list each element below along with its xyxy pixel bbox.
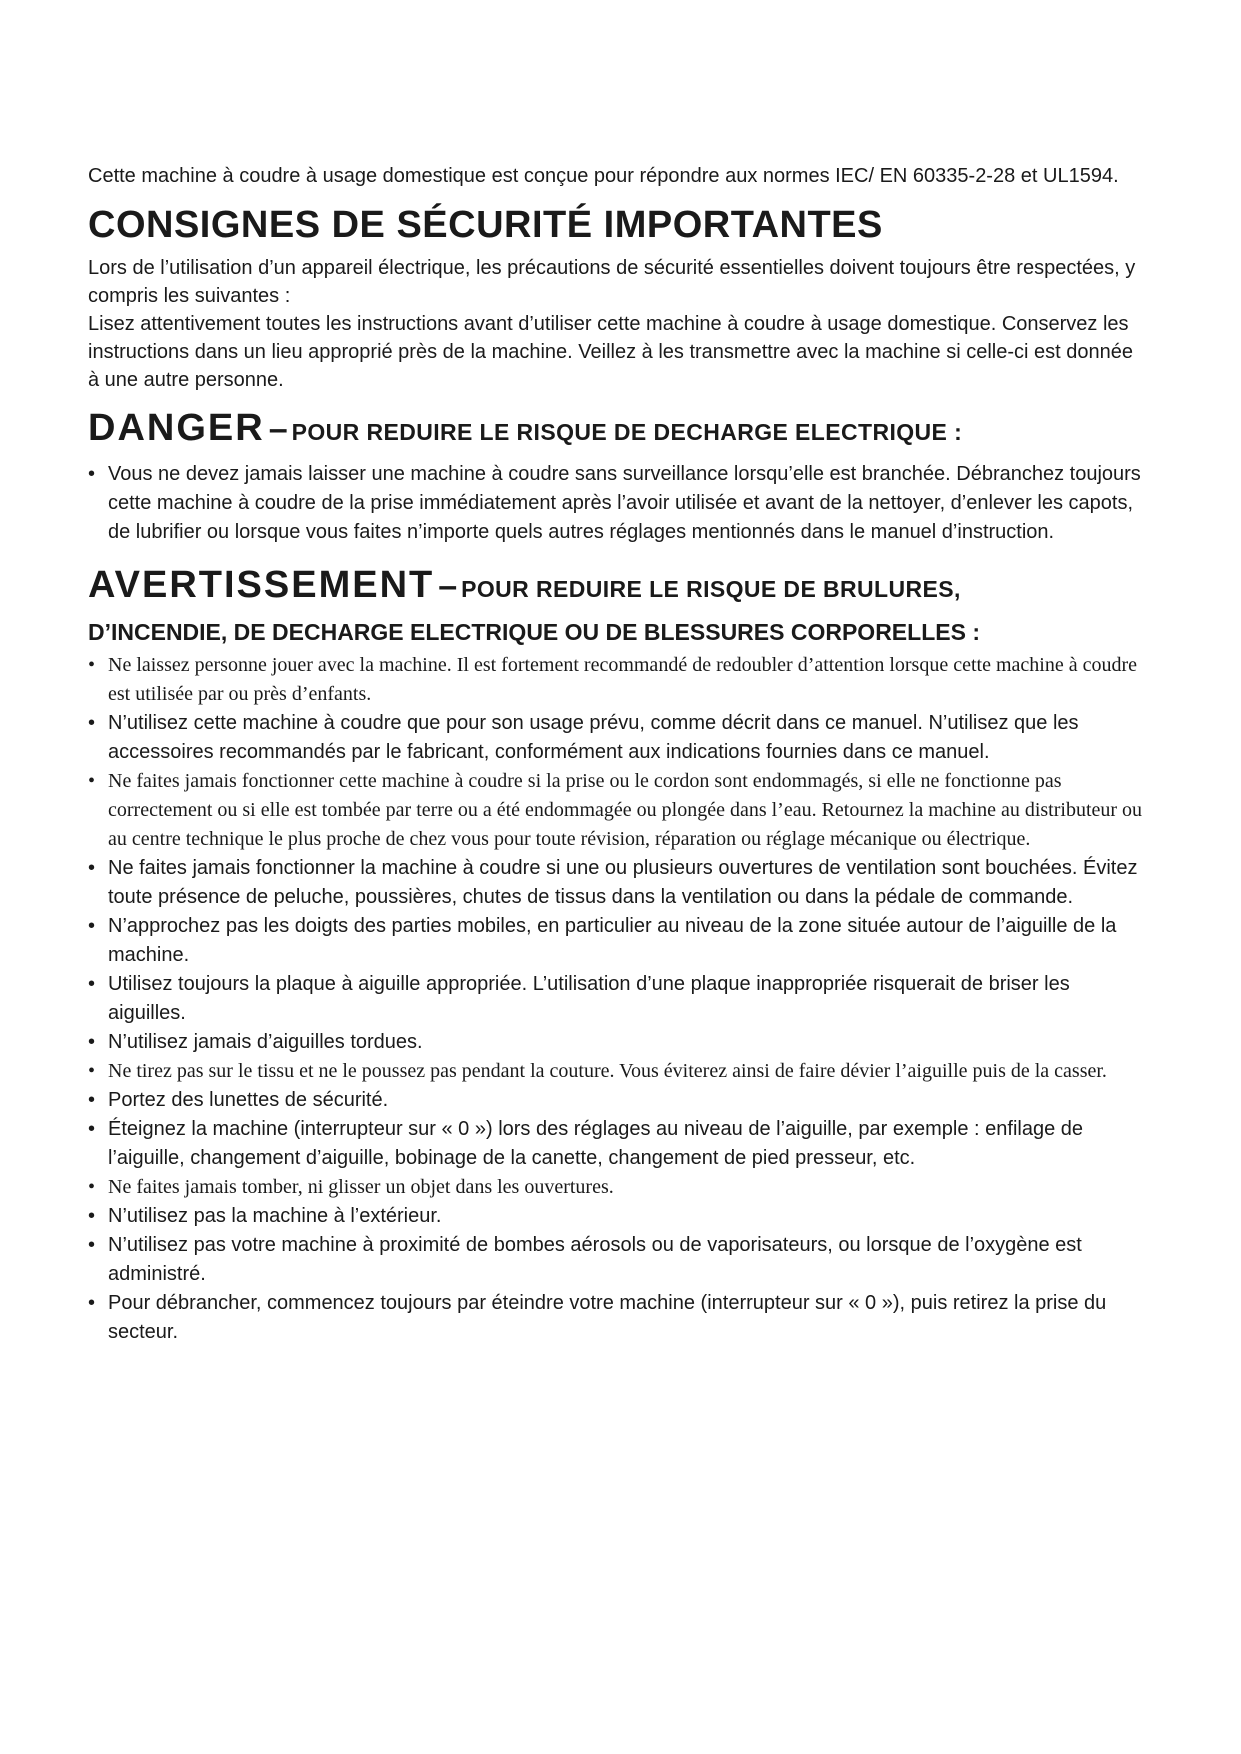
list-item: • Pour débrancher, commencez toujours par éteindre votre machine (interrupteur sur « 0 »), puis retirez la prise du secteur. — [88, 1292, 1107, 1343]
danger-word: DANGER — [88, 407, 265, 449]
warning-subtitle-line1: POUR REDUIRE LE RISQUE DE BRULURES, — [461, 576, 961, 602]
warning-dash: – — [438, 567, 458, 605]
list-item: • N’utilisez jamais d’aiguilles tordues. — [88, 1031, 423, 1053]
list-item: • Éteignez la machine (interrupteur sur « 0 ») lors des réglages au niveau de l’aiguille, par exemple : enfilage de l’aiguille, changement d’aiguille, bobinage de la canette, changement de pied presseur, etc. — [88, 1118, 1084, 1169]
list-item: • Vous ne devez jamais laisser une machine à coudre sans surveillance lorsqu’elle est branchée. Débranchez toujours cette machine à coudre de la prise immédiatement après l’avoir utilisée et avant de la nettoyer, d’enlever les capots, de lubrifier ou lorsque vous faites n’importe quels autres réglages mentionnés dans le manuel d’instruction. — [88, 460, 1148, 547]
warning-word: AVERTISSEMENT — [88, 564, 435, 606]
list-item: • Ne tirez pas sur le tissu et ne le poussez pas pendant la couture. Vous éviterez ainsi de faire dévier l’aiguille puis de la casser. — [88, 1060, 1107, 1082]
warning-list — [88, 651, 1148, 1347]
list-item: • Portez des lunettes de sécurité. — [88, 1089, 389, 1111]
danger-list — [88, 460, 1148, 547]
warning-heading — [88, 565, 1148, 613]
intro-paragraph-1: Lors de l’utilisation d’un appareil électrique, les précautions de sécurité essentielles doivent toujours être respectées, y compris les suivantes : — [88, 257, 1136, 307]
list-item: • Ne faites jamais fonctionner la machine à coudre si une ou plusieurs ouvertures de ventilation sont bouchées. Évitez toute présence de peluche, poussières, chutes de tissus dans la ventilation ou dans la pédale de commande. — [88, 857, 1138, 908]
bullet-mark: • — [88, 463, 96, 485]
list-item: • Ne laissez personne jouer avec la machine. Il est fortement recommandé de redoubler d’attention lorsque cette machine à coudre est utilisée par ou près d’enfants. — [88, 654, 1137, 705]
list-item: • N’utilisez pas votre machine à proximité de bombes aérosols ou de vaporisateurs, ou lorsque de l’oxygène est administré. — [88, 1234, 1082, 1285]
document-page — [88, 162, 1148, 1347]
list-item: • Ne faites jamais fonctionner cette machine à coudre si la prise ou le cordon sont endommagés, si elle ne fonctionne pas correctement ou si elle est tombée par terre ou a été endommagée ou plongée dans l’eau. Retournez la machine au distributeur ou au centre technique le plus proche de chez vous pour toute révision, réparation ou réglage mécanique ou électrique. — [88, 770, 1143, 850]
list-item: • Utilisez toujours la plaque à aiguille appropriée. L’utilisation d’une plaque inappropriée risquerait de briser les aiguilles. — [88, 973, 1070, 1024]
list-item: • Ne faites jamais tomber, ni glisser un objet dans les ouvertures. — [88, 1176, 614, 1198]
warning-subtitle-line2: D’INCENDIE, DE DECHARGE ELECTRIQUE OU DE BLESSURES CORPORELLES : — [88, 619, 980, 645]
intro-paragraph-2: Lisez attentivement toutes les instructions avant d’utiliser cette machine à coudre à usage domestique. Conservez les instructions dans un lieu approprié près de la machine. Veillez à les transmettre avec la machine si celle-ci est donnée à une autre personne. — [88, 313, 1133, 391]
list-item: • N’approchez pas les doigts des parties mobiles, en particulier au niveau de la zone située autour de l’aiguille de la machine. — [88, 915, 1117, 966]
list-item: • N’utilisez pas la machine à l’extérieur. — [88, 1205, 442, 1227]
list-item: • N’utilisez cette machine à coudre que pour son usage prévu, comme décrit dans ce manuel. N’utilisez que les accessoires recommandés par le fabricant, conformément aux indications fournies dans ce manuel. — [88, 712, 1079, 763]
page-title: CONSIGNES DE SÉCURITÉ IMPORTANTES — [88, 204, 883, 246]
danger-subtitle: POUR REDUIRE LE RISQUE DE DECHARGE ELECTRIQUE : — [291, 419, 963, 445]
danger-dash: – — [268, 410, 288, 448]
intro-text: Cette machine à coudre à usage domestique est conçue pour répondre aux normes IEC/ EN 60335-2-28 et UL1594. — [88, 165, 1119, 187]
danger-heading — [88, 408, 1148, 456]
